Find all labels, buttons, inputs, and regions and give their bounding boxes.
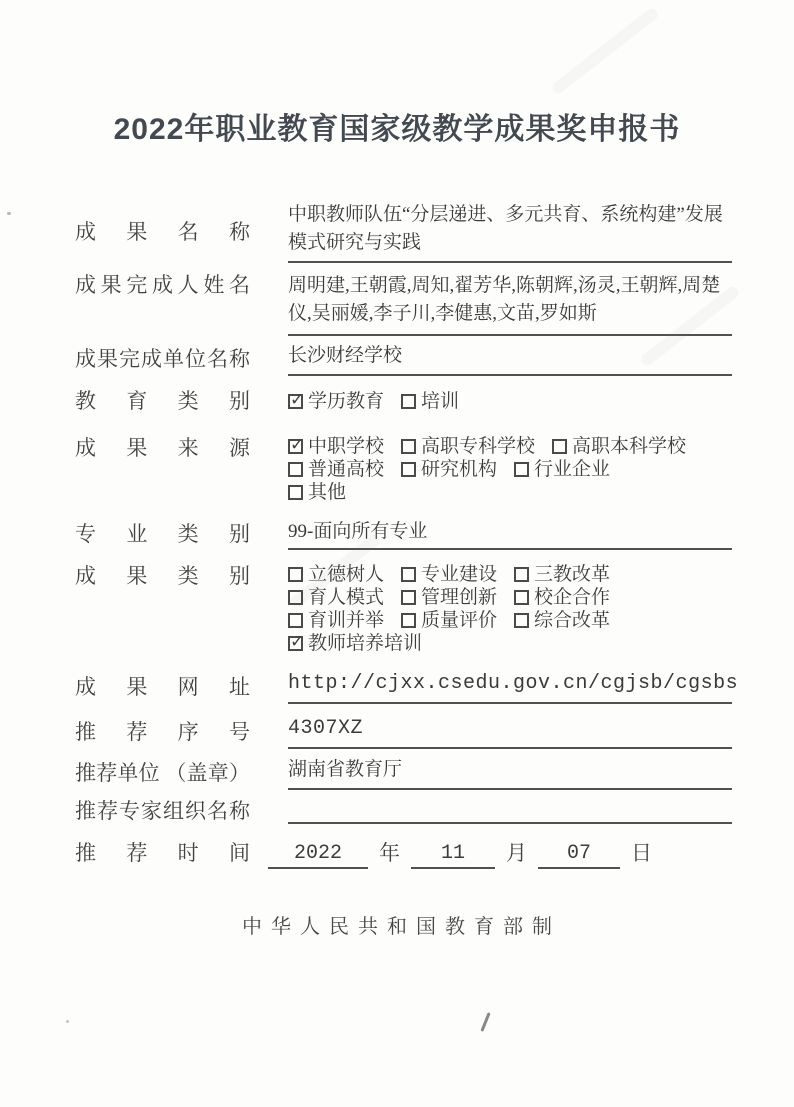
row-unit-name: [0, 342, 794, 376]
checkbox-checked-icon: [288, 435, 305, 455]
field-label-education-type: 教育类别: [75, 389, 250, 413]
row-achievement-category: [0, 563, 794, 655]
checkbox-line: [288, 563, 732, 586]
page-title: 2022年职业教育国家级教学成果奖申报书: [113, 113, 681, 146]
checkbox-unchecked-icon: [288, 462, 303, 477]
checkbox-line: [288, 609, 732, 632]
application-form: [0, 201, 794, 869]
scan-speck-artifact: [66, 1020, 69, 1023]
checkbox-option: [514, 563, 610, 586]
field-value-major-category: 99-面向所有专业: [288, 518, 732, 550]
checkbox-option: [514, 609, 610, 632]
row-education-type: [0, 388, 794, 414]
row-serial: [0, 715, 794, 749]
checkbox-option-label: 高职专科学校: [421, 436, 536, 457]
date-month-value: 11: [411, 842, 495, 869]
field-value-achievement-name: 中职教师队伍“分层递进、多元共育、系统构建”发展模式研究与实践: [288, 201, 732, 263]
checkbox-group-source: [288, 435, 732, 504]
check-icon: ✓: [290, 632, 305, 652]
field-value-url: http://cjxx.csedu.gov.cn/cgjsb/cgsbs: [288, 670, 732, 704]
checkbox-unchecked-icon: [552, 439, 567, 454]
checkbox-unchecked-icon: [514, 462, 529, 477]
row-expert-org: [0, 798, 794, 824]
field-value-expert-org: [288, 798, 732, 824]
field-value-completers: 周明建,王朝霞,周知,翟芳华,陈朝辉,汤灵,王朝辉,周楚仪,吴丽媛,李子川,李健惠,文苗,罗如斯: [288, 272, 732, 336]
checkbox-group-achievement-category: [288, 563, 732, 655]
row-source: [0, 435, 794, 504]
checkbox-line: [288, 632, 732, 655]
checkbox-option: [288, 481, 346, 504]
check-icon: ✓: [290, 389, 305, 410]
date-year-value: 2022: [268, 842, 368, 869]
checkbox-unchecked-icon: [514, 613, 529, 628]
checkbox-option-label: 其他: [308, 482, 347, 503]
date-month-unit: 月: [506, 841, 527, 865]
checkbox-option: [401, 458, 497, 481]
checkbox-unchecked-icon: [288, 590, 303, 605]
checkbox-option: [401, 563, 497, 586]
row-date: [0, 837, 794, 869]
field-label-achievement-name: 成果名称: [75, 220, 250, 244]
checkbox-option: [401, 586, 497, 609]
checkbox-option-label: 管理创新: [421, 587, 498, 608]
checkbox-option: [514, 586, 610, 609]
field-label-url: 成果网址: [75, 675, 250, 699]
check-icon: ✓: [290, 435, 305, 455]
checkbox-line: [288, 390, 732, 413]
checkbox-option: [401, 390, 459, 413]
checkbox-option: [288, 390, 384, 413]
footer-issuer: 中华人民共和国教育部制: [242, 916, 561, 938]
checkbox-unchecked-icon: [401, 567, 416, 582]
checkbox-option: [288, 435, 384, 458]
checkbox-option-label: 育训并举: [308, 610, 385, 631]
field-label-major-category: 专业类别: [75, 522, 250, 546]
pen-mark-artifact: [480, 1012, 490, 1032]
checkbox-unchecked-icon: [514, 590, 529, 605]
field-label-unit-name: 成果完成单位名称: [75, 347, 250, 371]
row-major-category: [0, 518, 794, 550]
row-recommender: [0, 756, 794, 790]
checkbox-option-label: 立德树人: [308, 564, 385, 585]
checkbox-option: [401, 609, 497, 632]
field-label-completers: 成果完成人姓名: [75, 273, 250, 297]
row-url: [0, 670, 794, 704]
checkbox-option-label: 培训: [421, 390, 460, 412]
checkbox-option-label: 行业企业: [534, 459, 611, 480]
row-completers: [0, 272, 794, 336]
checkbox-line: [288, 435, 732, 458]
checkbox-option-label: 三教改革: [534, 564, 611, 585]
checkbox-line: [288, 458, 732, 481]
checkbox-group-education-type: [288, 390, 732, 413]
checkbox-option: [552, 435, 686, 458]
field-label-achievement-category: 成果类别: [75, 564, 250, 588]
scan-ghost-artifact: [550, 6, 660, 95]
checkbox-unchecked-icon: [401, 394, 416, 409]
field-label-date: 推荐时间: [75, 841, 250, 865]
date-day-unit: 日: [631, 841, 652, 865]
row-achievement-name: [0, 201, 794, 263]
field-label-recommender: 推荐单位 （盖章）: [75, 761, 250, 785]
checkbox-option: [288, 632, 422, 655]
checkbox-unchecked-icon: [288, 485, 303, 500]
checkbox-option-label: 育人模式: [308, 587, 385, 608]
checkbox-line: [288, 586, 732, 609]
checkbox-option: [514, 458, 610, 481]
checkbox-option-label: 校企合作: [534, 587, 611, 608]
checkbox-option: [288, 609, 384, 632]
checkbox-option-label: 专业建设: [421, 564, 498, 585]
checkbox-option: [288, 586, 384, 609]
checkbox-option-label: 综合改革: [534, 610, 611, 631]
checkbox-unchecked-icon: [401, 613, 416, 628]
checkbox-line: [288, 481, 732, 504]
date-value-group: [268, 837, 663, 869]
checkbox-option-label: 学历教育: [308, 390, 385, 412]
field-value-unit-name: 长沙财经学校: [288, 342, 732, 376]
checkbox-option: [288, 458, 384, 481]
checkbox-checked-icon: [288, 632, 305, 652]
checkbox-unchecked-icon: [401, 462, 416, 477]
checkbox-option-label: 中职学校: [308, 436, 385, 457]
scan-speck-artifact: [7, 212, 11, 215]
checkbox-unchecked-icon: [288, 613, 303, 628]
checkbox-unchecked-icon: [401, 590, 416, 605]
checkbox-unchecked-icon: [288, 567, 303, 582]
checkbox-option: [401, 435, 535, 458]
field-label-source: 成果来源: [75, 436, 250, 460]
field-label-serial: 推荐序号: [75, 720, 250, 744]
checkbox-option-label: 高职本科学校: [572, 436, 687, 457]
checkbox-option-label: 普通高校: [308, 459, 385, 480]
checkbox-unchecked-icon: [514, 567, 529, 582]
checkbox-option-label: 教师培养培训: [308, 633, 423, 654]
checkbox-option-label: 研究机构: [421, 459, 498, 480]
field-value-serial: 4307XZ: [288, 715, 732, 749]
field-label-expert-org: 推荐专家组织名称: [75, 799, 250, 823]
checkbox-checked-icon: [288, 389, 305, 410]
field-value-recommender: 湖南省教育厅: [288, 756, 732, 790]
checkbox-unchecked-icon: [401, 439, 416, 454]
date-year-unit: 年: [379, 841, 400, 865]
date-day-value: 07: [538, 842, 620, 869]
checkbox-option-label: 质量评价: [421, 610, 498, 631]
